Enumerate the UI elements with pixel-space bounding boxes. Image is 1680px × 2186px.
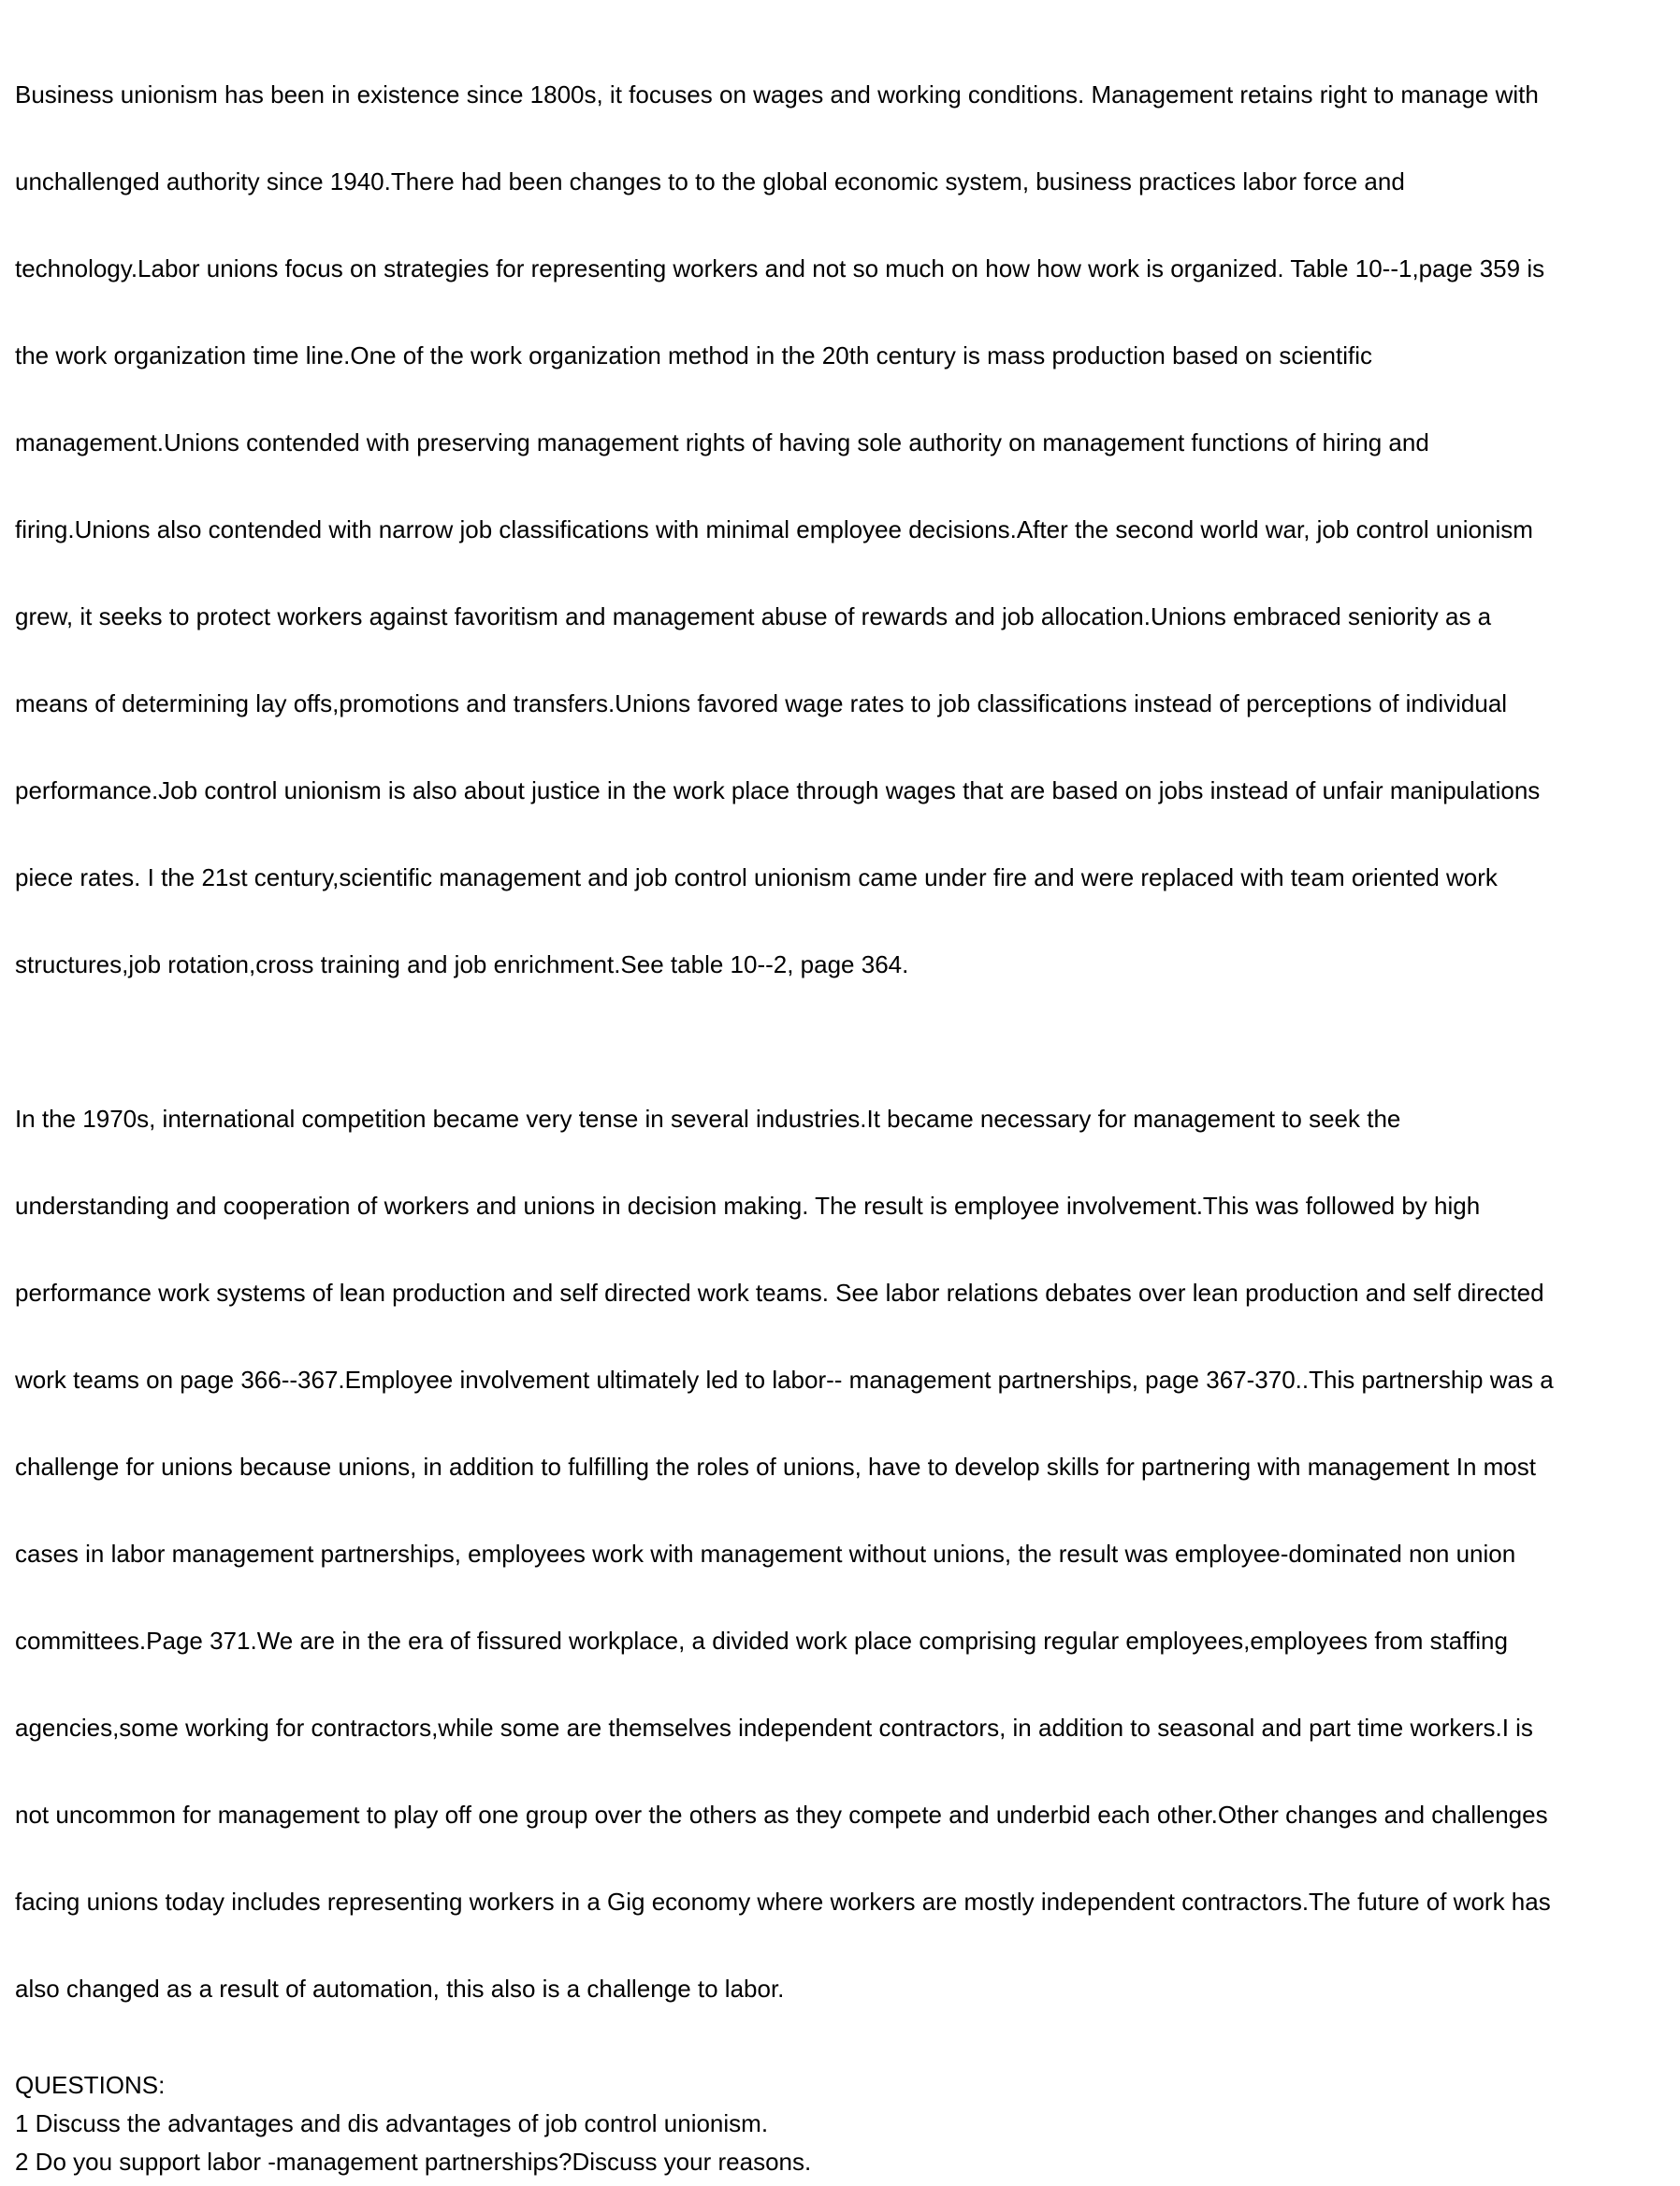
text-line: committees.Page 371.We are in the era of fissured workplace, a divided work place comprising regular employees,employees from staffing [15,1627,1508,1655]
text-line: also changed as a result of automation, this also is a challenge to labor. [15,1975,785,2003]
text-line: understanding and cooperation of workers and unions in decision making. The result is employee involvement.This was followed by high [15,1192,1481,1220]
paragraph-international-competition [15,1047,1643,2062]
text-line: structures,job rotation,cross training and job enrichment.See table 10--2, page 364. [15,950,909,978]
text-line: work teams on page 366--367.Employee involvement ultimately led to labor-- management partnerships, page 367-370..This partnership was a [15,1366,1554,1394]
text-line: cases in labor management partnerships, employees work with management without unions, the result was employee-dominated non union [15,1540,1516,1568]
text-line: challenge for unions because unions, in addition to fulfilling the roles of unions, have to develop skills for partnering with management In most [15,1453,1536,1481]
paragraph-business-unionism [15,22,1643,1037]
text-line: grew, it seeks to protect workers against favoritism and management abuse of rewards and job allocation.Unions embraced seniority as a [15,602,1492,630]
text-line: not uncommon for management to play off one group over the others as they compete and underbid each other.Other changes and challenges [15,1801,1548,1829]
text-line: technology.Labor unions focus on strategies for representing workers and not so much on how how work is organized. Table 10--1,page 359 is [15,254,1545,282]
text-line: Business unionism has been in existence since 1800s, it focuses on wages and working conditions. Management retains right to manage with [15,80,1539,109]
text-line: In the 1970s, international competition became very tense in several industries.It became necessary for management to seek the [15,1105,1401,1133]
text-line: means of determining lay offs,promotions and transfers.Unions favored wage rates to job classifications instead of perceptions of individual [15,689,1508,717]
question-2: 2 Do you support labor -management partnerships?Discuss your reasons. [15,2148,812,2176]
text-line: management.Unions contended with preserving management rights of having sole authority on management functions of hiring and [15,428,1429,456]
text-line: unchallenged authority since 1940.There had been changes to to the global economic system, business practices labor force and [15,167,1405,195]
text-line: piece rates. I the 21st century,scientific management and job control unionism came under fire and were replaced with team oriented work [15,863,1498,891]
text-line: firing.Unions also contended with narrow job classifications with minimal employee decisions.After the second world war, job control unionism [15,515,1533,543]
text-line: performance.Job control unionism is also about justice in the work place through wages that are based on jobs instead of unfair manipulations [15,776,1541,804]
text-line: facing unions today includes representing workers in a Gig economy where workers are mostly independent contractors.The future of work has [15,1888,1551,1916]
document-body [15,22,1643,2186]
question-1: 1 Discuss the advantages and dis advantages of job control unionism. [15,2109,769,2137]
questions-heading: QUESTIONS: [15,2071,166,2099]
text-line: the work organization time line.One of the work organization method in the 20th century is mass production based on scientific [15,341,1373,369]
text-line: performance work systems of lean production and self directed work teams. See labor relations debates over lean production and self directed [15,1279,1544,1307]
text-line: agencies,some working for contractors,while some are themselves independent contractors, in addition to seasonal and part time workers.I is [15,1714,1533,1742]
